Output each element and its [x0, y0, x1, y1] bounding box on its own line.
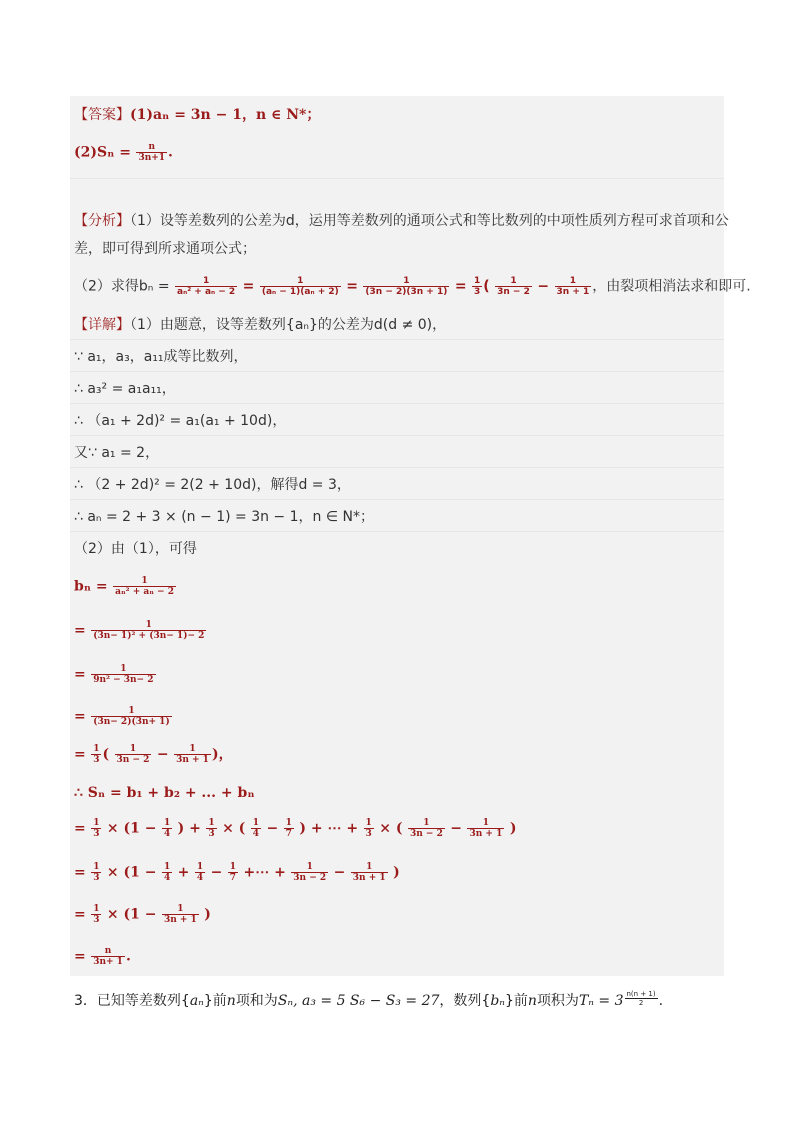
eq-sign: = — [74, 666, 86, 683]
minus-sign: − — [156, 746, 169, 763]
frac — [206, 818, 216, 839]
answer-part1: (1)aₙ = 3n − 1，n ∈ N*； — [130, 107, 321, 123]
plus-sign: + — [177, 864, 190, 881]
analysis-bn-suffix: ，由裂项相消法求和即可. — [592, 278, 751, 295]
detail-line-1 — [74, 316, 446, 334]
final-dot: . — [125, 948, 131, 965]
expr-part: ) — [509, 820, 517, 837]
frac — [91, 818, 101, 839]
divider — [70, 499, 724, 500]
frac-num: 1 — [163, 818, 171, 828]
frac-den: 3n − 2 — [116, 755, 150, 765]
frac-num: 1 — [291, 862, 328, 873]
detail-line-2 — [74, 348, 248, 366]
expr-part: × (1 − — [106, 864, 157, 881]
analysis-line-3 — [74, 276, 751, 297]
frac-num: 1 — [196, 862, 204, 872]
minus-sign: − — [210, 864, 223, 881]
frac-num: 1 — [467, 818, 504, 829]
eq-sign: = — [346, 278, 358, 295]
q3-text: ，数列{ — [439, 993, 491, 1009]
answer-fraction — [136, 142, 167, 163]
frac-den: 3 — [93, 915, 100, 925]
sum-line — [74, 784, 255, 802]
detail-line-3 — [74, 380, 176, 398]
frac-den: 3n + 1 — [163, 915, 197, 925]
answer-tag: 【答案】 — [74, 107, 130, 123]
expr-part: × (1 − — [106, 906, 157, 923]
frac-den: (3n − 2)(3n + 1) — [365, 287, 448, 297]
paren: ( — [102, 746, 110, 763]
expr-part: × (1 − — [106, 820, 157, 837]
frac-num: 1 — [115, 744, 152, 755]
frac-num: 1 — [174, 744, 211, 755]
q3-math: n — [226, 993, 236, 1009]
eq-sign: = — [74, 864, 86, 881]
q3-text: }前 — [504, 993, 528, 1009]
expr-part: +⋯ + — [243, 864, 286, 881]
frac-den: 3 — [93, 873, 100, 883]
frac-num: 1 — [93, 818, 100, 828]
sum-expression: ∴ Sₙ = b₁ + b₂ + ... + bₙ — [74, 785, 255, 801]
frac-den: 3n+ 1 — [93, 957, 123, 967]
frac-den: 3 — [208, 829, 215, 839]
bn-step-2 — [74, 620, 207, 641]
frac — [91, 706, 172, 727]
expr-part: × ( — [379, 820, 403, 837]
frac-num: 1 — [93, 904, 100, 914]
question-3 — [74, 990, 663, 1010]
detail-text-6: ∴ （2 + 2d)² = 2(2 + 10d)，解得d = 3， — [74, 477, 351, 493]
detail-text-2: ∵ a₁，a₃，a₁₁成等比数列， — [74, 349, 248, 365]
q3-math: Tₙ = 3 — [578, 993, 624, 1009]
frac-den: aₙ² + aₙ − 2 — [177, 287, 236, 297]
analysis-text-2: 差，即可得到所求通项公式； — [74, 241, 256, 257]
answer-line-2 — [74, 142, 173, 163]
frac — [195, 862, 205, 883]
frac — [115, 744, 152, 765]
frac-num: 1 — [93, 744, 100, 754]
frac-den: aₙ² + aₙ − 2 — [115, 587, 174, 597]
frac-den: (aₙ − 1)(aₙ + 2) — [261, 287, 339, 297]
expr-part: ) + — [177, 820, 201, 837]
q3-text: }前 — [203, 993, 227, 1009]
expr-part: ) — [393, 864, 400, 881]
eq-sign: = — [242, 278, 255, 295]
frac-den: 7 — [285, 829, 292, 839]
detail-line-4 — [74, 412, 286, 430]
frac-num: 1 — [91, 706, 172, 717]
frac-num: 1 — [163, 862, 171, 872]
frac — [91, 744, 101, 765]
analysis-tag: 【分析】 — [74, 213, 130, 229]
analysis-line-1 — [74, 212, 729, 230]
paren: ( — [483, 278, 490, 295]
frac-num: 1 — [555, 276, 592, 287]
analysis-text-1: （1）设等差数列的公差为d，运用等差数列的通项公式和等比数列的中项性质列方程可求首项和公 — [130, 213, 729, 229]
eq-sign: = — [454, 278, 467, 295]
frac-num: 1 — [162, 904, 199, 915]
frac-num: 1 — [91, 664, 155, 675]
frac-den: 4 — [163, 873, 171, 883]
frac — [472, 276, 482, 297]
analysis-line-2 — [74, 240, 256, 258]
frac — [555, 276, 592, 297]
detail-text-3: ∴ a₃² = a₁a₁₁， — [74, 381, 176, 397]
frac — [228, 862, 238, 883]
detail-line-5 — [74, 444, 159, 462]
bn-step-4 — [74, 706, 173, 727]
expr-part: ) — [204, 906, 211, 923]
frac — [408, 818, 445, 839]
detail-text-8: （2）由（1），可得 — [74, 541, 197, 557]
detail-text-5: 又∵ a₁ = 2， — [74, 445, 160, 461]
frac-den: 4 — [252, 829, 260, 839]
frac-den: 3 — [93, 755, 100, 765]
frac-den: 3 — [93, 829, 100, 839]
sum-step-2 — [74, 862, 400, 883]
frac — [251, 818, 261, 839]
frac-num: 1 — [229, 862, 237, 872]
q3-math: bₙ — [490, 993, 505, 1009]
frac-den: 2 — [638, 999, 644, 1007]
frac-num: 1 — [365, 818, 372, 828]
divider — [70, 371, 724, 372]
divider — [70, 435, 724, 436]
minus-sign: − — [537, 278, 550, 295]
detail-line-8 — [74, 540, 197, 558]
frac — [174, 744, 211, 765]
frac — [495, 276, 532, 297]
eq-sign: = — [74, 906, 86, 923]
frac — [162, 818, 172, 839]
q3-text: 项和为 — [235, 993, 278, 1009]
frac — [91, 862, 101, 883]
bn-step-1 — [74, 576, 177, 597]
frac-den: 7 — [229, 873, 237, 883]
frac-num: 1 — [113, 576, 176, 587]
frac — [162, 862, 172, 883]
eq-sign: = — [74, 948, 86, 965]
minus-sign: − — [333, 864, 346, 881]
detail-text-4: ∴ （a₁ + 2d)² = a₁(a₁ + 10d)， — [74, 413, 287, 429]
divider — [70, 403, 724, 404]
frac-den: 3n − 2 — [409, 829, 443, 839]
frac-den: (3n− 1)² + (3n− 1)− 2 — [93, 631, 205, 641]
frac — [364, 818, 374, 839]
exponent-frac — [625, 990, 658, 1007]
frac — [91, 904, 101, 925]
frac-num: 1 — [474, 276, 481, 286]
frac-den: 3n + 1 — [469, 829, 503, 839]
minus-sign: − — [450, 820, 463, 837]
divider — [70, 178, 724, 179]
frac — [363, 276, 449, 297]
eq-sign: = — [74, 622, 86, 639]
frac-num: n — [91, 946, 125, 957]
frac-num: 1 — [91, 620, 206, 631]
detail-text-7: ∴ aₙ = 2 + 3 × (n − 1) = 3n − 1，n ∈ N*； — [74, 509, 374, 525]
minus-sign: − — [266, 820, 279, 837]
frac — [467, 818, 504, 839]
answer-dot: . — [168, 144, 173, 161]
answer-part2-prefix: (2)Sₙ = — [74, 144, 131, 161]
eq-sign: = — [74, 708, 86, 725]
frac — [291, 862, 328, 883]
q3-math: Sₙ, a₃ = 5 S₆ − S₃ = 27 — [277, 993, 440, 1009]
bn-label: bₙ = — [74, 578, 108, 595]
frac-den: 3n − 2 — [293, 873, 327, 883]
detail-tag: 【详解】 — [74, 317, 130, 333]
frac-den: 3n+1 — [138, 153, 166, 163]
frac-den: 3 — [365, 829, 372, 839]
frac — [260, 276, 341, 297]
divider — [70, 467, 724, 468]
answer-line-1 — [74, 106, 320, 124]
eq-sign: = — [74, 820, 86, 837]
bn-step-3 — [74, 664, 157, 685]
frac — [91, 620, 206, 641]
frac — [175, 276, 237, 297]
expr-part: × ( — [222, 820, 246, 837]
frac-den: 4 — [196, 873, 204, 883]
frac-den: 3n + 1 — [352, 873, 386, 883]
q3-text: 3．已知等差数列{ — [74, 993, 190, 1009]
sum-final — [74, 946, 131, 967]
frac — [162, 904, 199, 925]
frac — [351, 862, 388, 883]
frac-num: 1 — [208, 818, 215, 828]
frac-den: (3n− 2)(3n+ 1) — [93, 717, 170, 727]
frac-den: 3n + 1 — [556, 287, 590, 297]
detail-line-6 — [74, 476, 351, 494]
detail-line-7 — [74, 508, 374, 526]
q3-text: . — [658, 993, 664, 1009]
frac-num: 1 — [408, 818, 445, 829]
frac-num: 1 — [351, 862, 388, 873]
q3-text: 项积为 — [536, 993, 579, 1009]
frac — [91, 946, 125, 967]
paren: )， — [211, 746, 233, 763]
frac-den: 4 — [163, 829, 171, 839]
frac-num: 1 — [260, 276, 341, 287]
frac — [113, 576, 176, 597]
frac-num: n(n + 1) — [626, 990, 656, 998]
frac-num: n — [136, 142, 167, 153]
sum-step-3 — [74, 904, 211, 925]
sum-step-1 — [74, 818, 516, 839]
frac-num: 1 — [93, 862, 100, 872]
eq-sign: = — [74, 746, 86, 763]
q3-math: n — [527, 993, 537, 1009]
frac-den: 3n − 2 — [497, 287, 530, 297]
frac-num: 1 — [252, 818, 260, 828]
expr-part: ) + ⋯ + — [299, 820, 359, 837]
frac-num: 1 — [175, 276, 237, 287]
frac-num: 1 — [285, 818, 292, 828]
analysis-bn-prefix: （2）求得bₙ = — [74, 278, 170, 295]
bn-step-5 — [74, 744, 233, 765]
frac-num: 1 — [363, 276, 449, 287]
frac — [91, 664, 155, 685]
frac-den: 3 — [474, 287, 481, 297]
detail-text-1: （1）由题意，设等差数列{aₙ}的公差为d(d ≠ 0)， — [130, 317, 447, 333]
frac-den: 9n² − 3n− 2 — [93, 675, 154, 685]
q3-math: aₙ — [189, 993, 204, 1009]
divider — [70, 531, 724, 532]
frac-den: 3n + 1 — [176, 755, 209, 765]
frac — [284, 818, 294, 839]
frac-num: 1 — [495, 276, 532, 287]
divider — [70, 339, 724, 340]
